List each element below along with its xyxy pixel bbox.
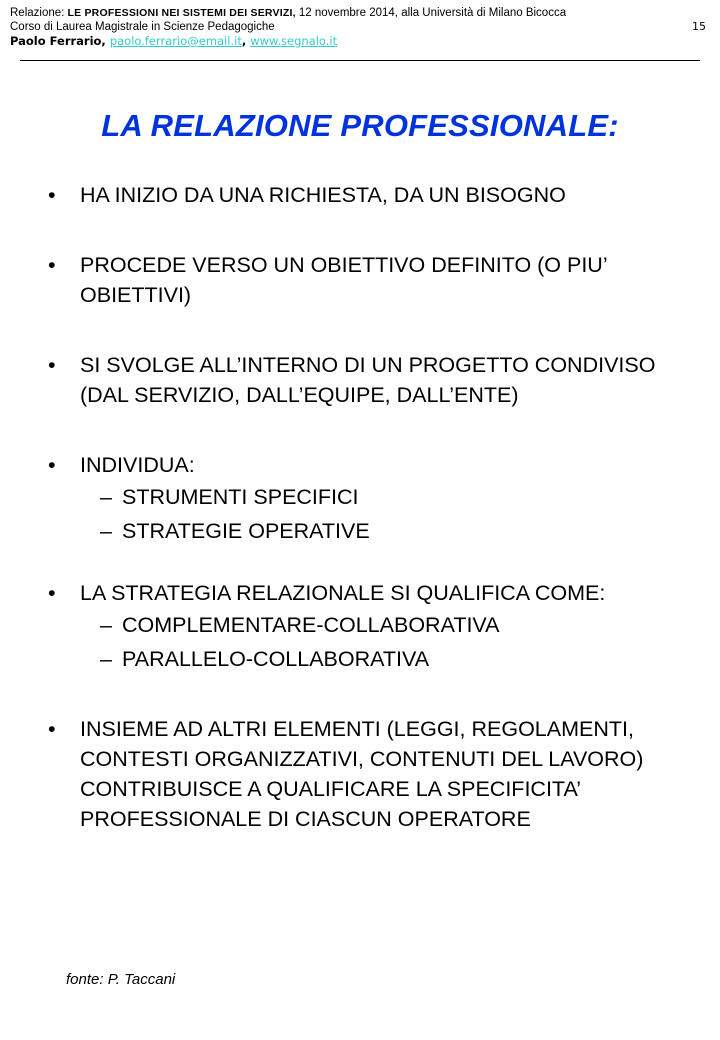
bullet-icon: •	[48, 183, 56, 207]
document-header	[10, 6, 710, 49]
sub-item	[48, 642, 688, 676]
sub-item	[48, 608, 688, 642]
bullet-text: LA STRATEGIA RELAZIONALE SI QUALIFICA COME:	[80, 581, 606, 605]
bullet-icon: •	[48, 581, 56, 605]
bullet-text: INSIEME AD ALTRI ELEMENTI (LEGGI, REGOLAMENTI, CONTESTI ORGANIZZATIVI, CONTENUTI DEL LAVORO) CONTRIBUISCE A QUALIFICARE LA SPECIFICITA’ PROFESSIONALE DI CIASCUN OPERATORE	[80, 717, 644, 831]
event-line	[10, 6, 710, 20]
bullet-text: PROCEDE VERSO UN OBIETTIVO DEFINITO (O PIU’ OBIETTIVI)	[80, 253, 607, 307]
bullet-icon: •	[48, 717, 56, 741]
bullet-text: SI SVOLGE ALL’INTERNO DI UN PROGETTO CONDIVISO (DAL SERVIZIO, DALL’EQUIPE, DALL’ENTE)	[80, 353, 656, 407]
author-line	[10, 34, 710, 49]
bullet-text: HA INIZIO DA UNA RICHIESTA, DA UN BISOGNO	[80, 183, 566, 207]
bullet-item	[48, 180, 688, 210]
sub-item	[48, 514, 688, 548]
dash-icon: –	[100, 519, 112, 543]
sub-item-text: COMPLEMENTARE-COLLABORATIVA	[122, 613, 500, 637]
website-link[interactable]: www.segnalo.it	[250, 34, 338, 48]
bullet-item	[48, 578, 688, 608]
bullet-item	[48, 714, 688, 834]
author-name: Paolo Ferrario,	[10, 34, 110, 48]
bullet-icon: •	[48, 453, 56, 477]
event-details: 12 novembre 2014, alla Università di Milano Bicocca	[295, 7, 567, 19]
event-title: LE PROFESSIONI NEI SISTEMI DEI SERVIZI,	[67, 7, 296, 19]
sub-item-text: PARALLELO-COLLABORATIVA	[122, 647, 430, 671]
sub-item	[48, 480, 688, 514]
dash-icon: –	[100, 647, 112, 671]
page-number: 15	[692, 20, 706, 33]
email-link[interactable]: paolo.ferrario@email.it	[109, 34, 242, 48]
source-note: fonte: P. Taccani	[66, 971, 176, 988]
bullet-item	[48, 450, 688, 480]
label-prefix: Relazione:	[10, 7, 68, 19]
sub-item-text: STRUMENTI SPECIFICI	[122, 485, 359, 509]
bullet-icon: •	[48, 253, 56, 277]
course-line: Corso di Laurea Magistrale in Scienze Pedagogiche	[10, 21, 275, 33]
dash-icon: –	[100, 485, 112, 509]
separator: ,	[241, 34, 251, 48]
bullet-text: INDIVIDUA:	[80, 453, 195, 477]
dash-icon: –	[100, 613, 112, 637]
bullet-item	[48, 350, 688, 410]
sub-item-text: STRATEGIE OPERATIVE	[122, 519, 370, 543]
header-divider	[20, 60, 700, 61]
bullet-list	[48, 180, 688, 834]
slide-title: LA RELAZIONE PROFESSIONALE:	[101, 108, 619, 143]
bullet-item	[48, 250, 688, 310]
bullet-icon: •	[48, 353, 56, 377]
